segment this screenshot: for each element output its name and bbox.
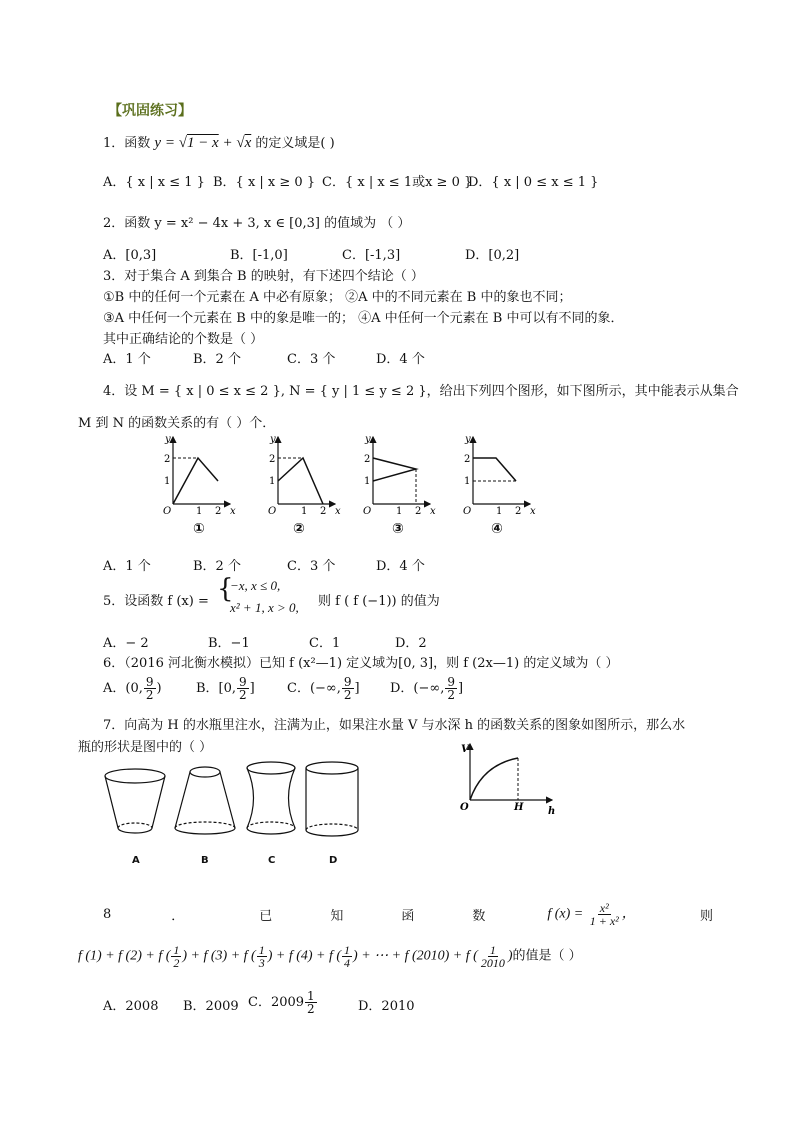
question-7-line2: 瓶的形状是图中的（ ）	[78, 740, 213, 755]
svg-text:2: 2	[320, 506, 327, 517]
svg-text:H: H	[514, 802, 524, 813]
svg-text:y: y	[365, 434, 371, 445]
q8-word: 函	[401, 909, 415, 924]
svg-text:x: x	[335, 506, 341, 517]
fraction-nine-halves: $\frac{9}{2}$	[145, 675, 154, 702]
fraction-nine-halves: $\frac{9}{2}$	[239, 675, 247, 702]
svg-text:x: x	[530, 506, 536, 517]
q3-statement-3: 其中正确结论的个数是（ ）	[103, 332, 264, 347]
q3-option-a: A．1 个	[103, 352, 151, 367]
q3-option-c: C．3 个	[287, 352, 336, 367]
q6-option-b-label: B．[0,	[196, 681, 237, 696]
svg-text:2: 2	[215, 506, 222, 517]
q8-word: 知	[330, 909, 344, 924]
q1-suffix: 的定义域是( )	[255, 136, 335, 151]
q5-prefix: 5．设函数 f (x) =	[103, 594, 209, 609]
svg-text:y: y	[465, 434, 471, 445]
fraction-nine-halves: $\frac{9}{2}$	[343, 675, 352, 702]
q4-option-a: A．1 个	[103, 559, 151, 574]
q1-prefix: 1．函数	[103, 136, 151, 151]
svg-text:x: x	[230, 506, 236, 517]
svg-text:2: 2	[269, 454, 276, 465]
graph-4	[463, 434, 536, 517]
q3-statement-1: ①B 中的任何一个元素在 A 中必有原象； ②A 中的不同元素在 B 中的象也不同；	[103, 290, 572, 305]
graph-2	[268, 434, 341, 517]
q3-option-b: B．2 个	[193, 352, 241, 367]
q7-volume-depth-graph	[452, 740, 562, 815]
q6-option-d-label: D．(−∞,	[390, 681, 445, 696]
question-1	[103, 132, 335, 152]
fraction-one-half: $\frac{1}{2}$	[307, 989, 315, 1016]
q8-word: 数	[472, 909, 486, 924]
fraction-nine-halves: $\frac{9}{2}$	[447, 675, 455, 702]
svg-text:x: x	[430, 506, 436, 517]
q4-option-d: D．4 个	[376, 559, 425, 574]
svg-text:O: O	[363, 506, 372, 517]
svg-text:V: V	[461, 744, 469, 755]
bottle-a	[105, 769, 165, 833]
q6-option-a: A．(0, $\frac{9}{2}$ )	[103, 675, 162, 702]
q2-option-a: A．[0,3]	[103, 248, 157, 263]
graph-label-3: ③	[392, 521, 404, 537]
bottle-c	[247, 762, 295, 834]
q5-option-b: B．−1	[208, 636, 250, 651]
q1-formula: y = √1 − x + √x	[154, 135, 252, 151]
q8-ze: 则	[699, 909, 713, 924]
bottle-label-d: D	[329, 855, 338, 866]
q2-option-c: C．[-1,3]	[342, 248, 401, 263]
question-3: 3．对于集合 A 到集合 B 的映射，有下述四个结论（ ）	[103, 269, 424, 284]
svg-text:y: y	[270, 434, 276, 445]
bottle-label-b: B	[201, 855, 209, 866]
svg-text:1: 1	[164, 476, 171, 487]
svg-text:O: O	[268, 506, 277, 517]
svg-text:h: h	[548, 806, 556, 815]
q5-option-c: C．1	[309, 636, 341, 651]
graph-label-4: ④	[491, 521, 503, 537]
graph-label-2: ②	[293, 521, 305, 537]
bottle-d	[306, 762, 358, 836]
q5-suffix: 则 f ( f (−1)) 的值为	[318, 594, 440, 609]
svg-text:O: O	[460, 802, 469, 813]
svg-text:2: 2	[164, 454, 171, 465]
q8-word: 已	[259, 909, 273, 924]
q1-option-c: C．{ x | x ≤ 1或x ≥ 0 }	[322, 175, 473, 190]
q4-option-b: B．2 个	[193, 559, 241, 574]
question-4-line2: M 到 N 的函数关系的有（ ）个．	[78, 416, 276, 431]
q1-option-d: D．{ x | 0 ≤ x ≤ 1 }	[468, 175, 599, 190]
graph-label-1: ①	[193, 521, 205, 537]
q3-option-d: D．4 个	[376, 352, 425, 367]
graph-1	[163, 434, 236, 517]
svg-text:1: 1	[269, 476, 276, 487]
q5-case-2: x² + 1, x > 0,	[230, 600, 299, 615]
svg-text:y: y	[165, 434, 171, 445]
question-8-line2: f (1) + f (2) + f ( $\frac{1}{2}$ ) + f (3) + f ( $\frac{1}{3}$ ) + f (4) + f ( $\frac{1}{4}$ ) + ⋯ + f (2010) + f ( $\frac{1}{2010}$ )的值是（ ）	[78, 943, 582, 970]
q6-option-b: B．[0, $\frac{9}{2}$ ]	[196, 675, 255, 702]
graph-3	[363, 434, 436, 517]
svg-text:O: O	[463, 506, 472, 517]
section-heading: 【巩固练习】	[108, 103, 192, 119]
q5-option-d: D．2	[395, 636, 427, 651]
svg-text:1: 1	[196, 506, 203, 517]
question-4-line1: 4．设 M = { x | 0 ≤ x ≤ 2 }, N = { y | 1 ≤ y ≤ 2 }，给出下列四个图形，如下图所示，其中能表示从集合	[103, 384, 739, 399]
q8-option-c	[248, 990, 318, 1015]
q1-option-a: A．{ x | x ≤ 1 }	[103, 175, 205, 190]
q8-function-def: f (x) = $\frac{\text{x²}}{\text{1 + x²}}$ ，	[547, 901, 636, 928]
svg-text:2: 2	[515, 506, 522, 517]
q2-option-d: D．[0,2]	[465, 248, 520, 263]
svg-text:1: 1	[301, 506, 308, 517]
q2-option-b: B．[-1,0]	[230, 248, 288, 263]
q5-case-1: −x, x ≤ 0,	[230, 578, 281, 593]
svg-text:1: 1	[496, 506, 503, 517]
q5-brace: {	[217, 574, 234, 604]
svg-text:1: 1	[464, 476, 471, 487]
q8-tail: 的值是（ ）	[512, 948, 582, 964]
svg-text:2: 2	[415, 506, 422, 517]
q4-option-c: C．3 个	[287, 559, 336, 574]
q8-option-a: A．2008	[103, 999, 159, 1014]
question-6: 6．（2016 河北衡水模拟）已知 f (x²—1) 定义域为[0, 3]，则 f (2x—1) 的定义域为（ ）	[103, 656, 619, 671]
q8-word: 8	[103, 907, 112, 922]
q6-option-a-label: A．(0,	[103, 681, 143, 696]
q3-statement-2: ③A 中任何一个元素在 B 中的象是唯一的； ④A 中任何一个元素在 B 中可以有不同的象．	[103, 311, 624, 326]
svg-text:2: 2	[464, 454, 471, 465]
q6-option-d: D．(−∞, $\frac{9}{2}$ ]	[390, 675, 464, 702]
q6-option-c-label: C．(−∞,	[287, 681, 341, 696]
bottle-b	[175, 767, 235, 834]
svg-text:2: 2	[364, 454, 371, 465]
svg-text:1: 1	[396, 506, 403, 517]
bottle-label-a: A	[132, 855, 140, 866]
q4-graphs	[150, 432, 550, 542]
q6-option-c: C．(−∞, $\frac{9}{2}$ ]	[287, 675, 360, 702]
q8-option-c-label: C．2009	[248, 995, 305, 1010]
q8-word: ．	[171, 909, 185, 924]
q8-option-b: B．2009	[183, 999, 239, 1014]
svg-text:1: 1	[364, 476, 371, 487]
svg-text:O: O	[163, 506, 172, 517]
q1-option-b: B．{ x | x ≥ 0 }	[213, 175, 316, 190]
q5-option-a: A．− 2	[103, 636, 149, 651]
question-2: 2．函数 y = x² − 4x + 3, x ∈ [0,3] 的值域为 （ ）	[103, 216, 411, 231]
q7-bottles	[100, 758, 370, 848]
bottle-label-c: C	[268, 855, 276, 866]
question-8-line1	[103, 902, 713, 927]
question-7-line1: 7．向高为 H 的水瓶里注水，注满为止，如果注水量 V 与水深 h 的函数关系的图象如图所示，那么水	[103, 718, 686, 733]
q8-option-d: D．2010	[358, 999, 415, 1014]
